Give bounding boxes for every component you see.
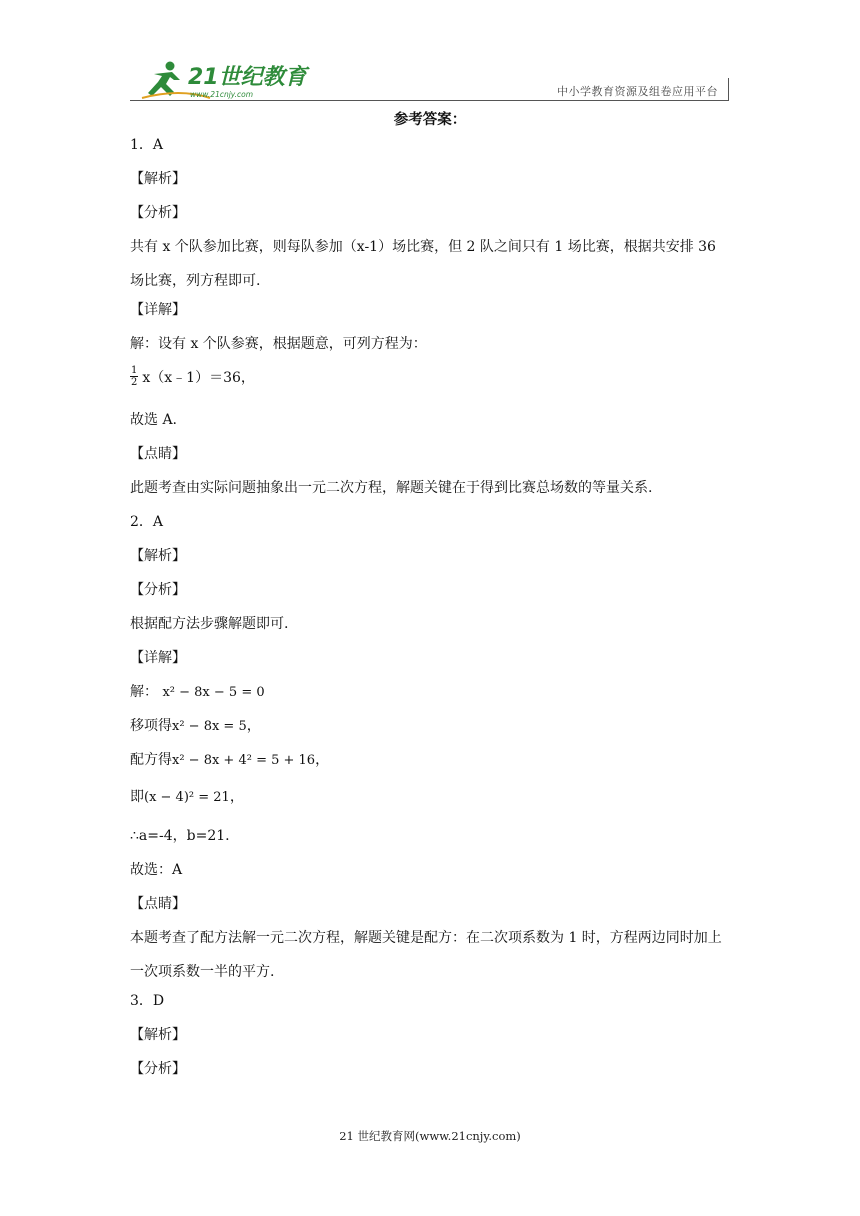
q2-step-2-label: 配方得	[130, 752, 172, 768]
q1-jiexi-heading: 【解析】	[130, 171, 186, 187]
q2-equation-4: (x − 4)² = 21	[144, 790, 230, 805]
q1-dianjing-heading: 【点睛】	[130, 446, 186, 462]
q2-step-3-punct: ，	[229, 789, 244, 805]
q3-answer: 3．D	[130, 993, 165, 1009]
svg-text:www.21cnjy.com: www.21cnjy.com	[190, 90, 254, 99]
q1-fenxi-heading: 【分析】	[130, 205, 186, 221]
q3-fenxi-heading: 【分析】	[130, 1061, 186, 1077]
q2-xiangjie-heading: 【详解】	[130, 650, 186, 666]
q1-fraction-denominator: 2	[131, 376, 138, 388]
q1-solution-intro	[130, 332, 730, 366]
q2-equation-2: x² − 8x = 5	[172, 719, 247, 734]
q2-step-1	[130, 714, 730, 748]
q2-summary: 本题考查了配方法解一元二次方程，解题关键是配方：在二次项系数为 1 时，方程两边同时加上一次项系数一半的平方.	[130, 930, 722, 980]
q1-summary: 此题考查由实际问题抽象出一元二次方程，解题关键在于得到比赛总场数的等量关系.	[130, 480, 653, 496]
svg-text:21世纪教育: 21世纪教育	[188, 65, 307, 90]
q2-equation-1: x² − 8x − 5 = 0	[162, 685, 265, 700]
q1-equation-line	[130, 366, 730, 408]
q2-step-2	[130, 748, 730, 782]
q2-dianjing-heading: 【点睛】	[130, 896, 186, 912]
answer-content	[130, 133, 730, 1091]
header-divider-vertical	[728, 78, 729, 101]
q2-step-1-punct: ，	[246, 718, 261, 734]
q2-analysis: 根据配方法步骤解题即可.	[130, 616, 289, 632]
q2-equation-3: x² − 8x + 4² = 5 + 16	[172, 753, 316, 768]
q1-choice: 故选 A.	[130, 412, 178, 428]
platform-name: 中小学教育资源及组卷应用平台	[557, 85, 718, 98]
q2-step-0	[130, 680, 730, 714]
q1-xiangjie-heading: 【详解】	[130, 302, 186, 318]
q2-answer: 2．A	[130, 514, 164, 530]
q2-step-1-label: 移项得	[130, 718, 172, 734]
q2-step-2-punct: ，	[315, 752, 330, 768]
q1-analysis: 共有 x 个队参加比赛，则每队参加（x-1）场比赛，但 2 队之间只有 1 场比赛，根据共安排 36 场比赛，列方程即可.	[130, 239, 716, 289]
q1-fraction-numerator: 1	[131, 364, 138, 376]
q1-fraction	[130, 365, 138, 388]
q2-fenxi-heading: 【分析】	[130, 582, 186, 598]
header-divider	[130, 100, 728, 101]
page-footer: 21 世纪教育网(www.21cnjy.com)	[339, 1129, 521, 1143]
q2-jiexi-heading: 【解析】	[130, 548, 186, 564]
q3-jiexi-heading: 【解析】	[130, 1027, 186, 1043]
site-logo	[140, 58, 330, 102]
q2-choice: 故选：A	[130, 862, 183, 878]
page-header	[130, 52, 730, 102]
page-title: 参考答案：	[393, 112, 467, 128]
q2-step-3-label: 即	[130, 789, 144, 805]
q2-solution-prefix: 解：	[130, 684, 158, 700]
q2-result: ∴a=-4，b=21.	[130, 828, 230, 844]
q1-answer: 1．A	[130, 137, 164, 153]
q2-step-3	[130, 782, 730, 824]
q1-solution-text: 解：设有 x 个队参赛，根据题意，可列方程为：	[130, 336, 427, 352]
q1-equation: x（x﹣1）＝36，	[142, 370, 255, 386]
